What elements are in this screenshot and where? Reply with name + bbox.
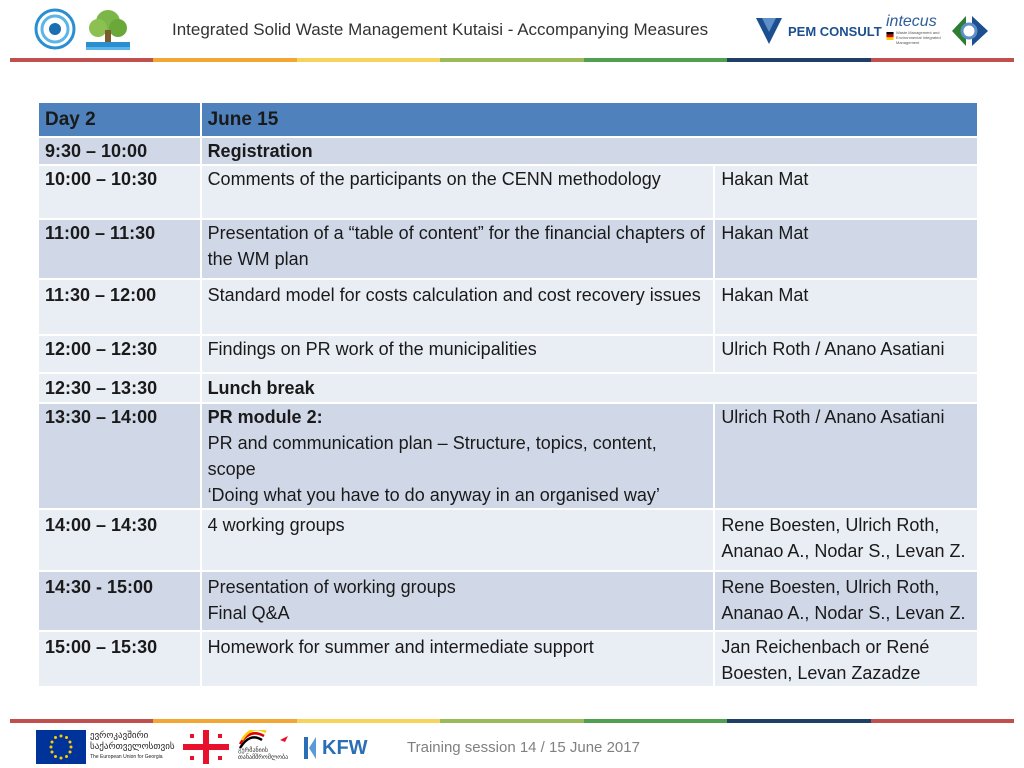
time-cell: 15:00 – 15:30 — [38, 631, 201, 687]
footer-note: Training session 14 / 15 June 2017 — [407, 739, 640, 756]
time-cell: 14:00 – 14:30 — [38, 509, 201, 571]
table-row — [38, 165, 978, 219]
topic-line: PR and communication plan – Structure, topics, content, scope — [207, 433, 657, 479]
georgia-logo-icon — [952, 14, 988, 48]
time-cell: 13:30 – 14:00 — [38, 403, 201, 509]
pem-consult-logo — [756, 18, 882, 44]
table-row — [38, 403, 978, 509]
eu-flag-icon — [36, 730, 86, 764]
table-row — [38, 373, 978, 403]
topic-cell — [201, 403, 715, 509]
speaker-cell: Rene Boesten, Ulrich Roth, Ananao A., Nodar S., Levan Z. — [714, 571, 978, 631]
topic-cell: Homework for summer and intermediate support — [201, 631, 715, 687]
georgia-flag-icon — [183, 730, 229, 764]
time-cell: 9:30 – 10:00 — [38, 137, 201, 165]
time-cell: 12:30 – 13:30 — [38, 373, 201, 403]
header-date: June 15 — [201, 102, 978, 137]
speaker-cell: Ulrich Roth / Anano Asatiani — [714, 335, 978, 373]
eu-text-line: ევროკავშირი — [90, 730, 149, 740]
topic-cell: Lunch break — [201, 373, 978, 403]
topic-title: PR module 2: — [207, 407, 323, 427]
time-cell: 12:00 – 12:30 — [38, 335, 201, 373]
eu-text-line: საქართველოსთვის — [90, 741, 175, 751]
table-row — [38, 571, 978, 631]
kfw-logo-icon — [304, 737, 316, 759]
time-cell: 11:30 – 12:00 — [38, 279, 201, 335]
topic-cell: Findings on PR work of the municipalities — [201, 335, 715, 373]
header-color-bar — [10, 58, 1014, 62]
table-row — [38, 335, 978, 373]
eu-text — [90, 730, 182, 763]
topic-cell: Comments of the participants on the CENN methodology — [201, 165, 715, 219]
intecus-logo-subtext: Waste Management and Environmental Integrated Management — [896, 30, 941, 45]
topic-line: ‘Doing what you have to do anyway in an organised way’ — [207, 485, 660, 505]
speaker-cell: Jan Reichenbach or René Boesten, Levan Zazadze — [714, 631, 978, 687]
topic-cell: Presentation of a “table of content” for the financial chapters of the WM plan — [201, 219, 715, 279]
topic-cell: Registration — [201, 137, 978, 165]
giz-text: გერმანიის თანამშრომლობა — [238, 748, 289, 761]
tree-logo-icon — [84, 6, 132, 52]
page-title: Integrated Solid Waste Management Kutaisi - Accompanying Measures — [172, 20, 709, 39]
table-row — [38, 137, 978, 165]
table-row — [38, 631, 978, 687]
agenda-table — [37, 101, 979, 688]
intecus-logo — [886, 14, 946, 46]
eu-text-line: The European Union for Georgia — [90, 754, 163, 760]
time-cell: 11:00 – 11:30 — [38, 219, 201, 279]
ministry-logo-icon — [34, 8, 76, 50]
header — [0, 0, 1024, 62]
footer-color-bar — [10, 719, 1014, 723]
intecus-logo-text: intecus — [886, 13, 937, 30]
speaker-cell: Hakan Mat — [714, 219, 978, 279]
kfw-logo-text: KFW — [322, 736, 368, 759]
topic-cell: Standard model for costs calculation and cost recovery issues — [201, 279, 715, 335]
table-header-row — [38, 102, 978, 137]
german-flag-icon — [886, 32, 894, 40]
topic-line: Presentation of working groups — [207, 577, 456, 597]
kfw-logo — [304, 734, 368, 762]
time-cell: 10:00 – 10:30 — [38, 165, 201, 219]
pem-logo-text: PEM CONSULT — [788, 23, 882, 39]
speaker-cell: Rene Boesten, Ulrich Roth, Ananao A., Nodar S., Levan Z. — [714, 509, 978, 571]
time-cell: 14:30 - 15:00 — [38, 571, 201, 631]
table-row — [38, 219, 978, 279]
topic-cell — [201, 571, 715, 631]
table-row — [38, 279, 978, 335]
speaker-cell: Ulrich Roth / Anano Asatiani — [714, 403, 978, 509]
header-day: Day 2 — [38, 102, 201, 137]
speaker-cell: Hakan Mat — [714, 165, 978, 219]
table-row — [38, 509, 978, 571]
pem-logo-icon — [756, 18, 782, 44]
topic-cell: 4 working groups — [201, 509, 715, 571]
speaker-cell: Hakan Mat — [714, 279, 978, 335]
topic-line: Final Q&A — [207, 603, 290, 623]
